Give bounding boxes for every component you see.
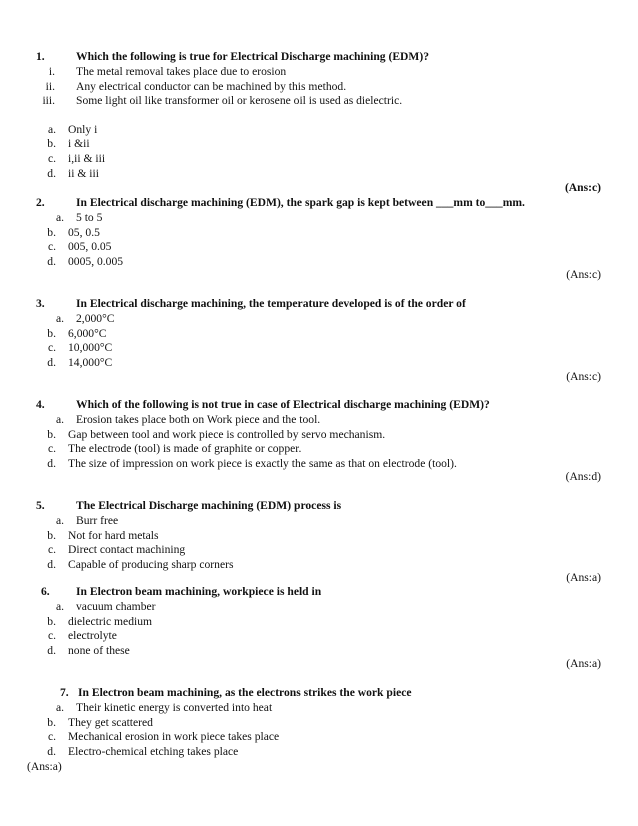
question-number: 1. <box>36 50 45 63</box>
option-item <box>0 327 638 342</box>
question-heading <box>0 686 638 701</box>
option-item <box>0 312 638 327</box>
option-item <box>0 558 638 573</box>
question-text: In Electrical discharge machining (EDM), the spark gap is kept between ___mm to___mm. <box>76 196 525 209</box>
option-letter: a. <box>55 211 64 224</box>
option-letter: b. <box>47 715 56 729</box>
option-text: ii & iii <box>68 166 99 180</box>
answer-label: (Ans:c) <box>566 370 601 383</box>
option-item <box>0 543 638 558</box>
option-text: Gap between tool and work piece is controlled by servo mechanism. <box>68 427 386 441</box>
option-letter: c. <box>47 341 56 355</box>
option-text: They get scattered <box>68 715 153 729</box>
option-letter: a. <box>47 122 56 136</box>
statement-text: The metal removal takes place due to erosion <box>76 65 287 78</box>
option-letter: d. <box>47 166 56 180</box>
option-letter: a. <box>55 413 64 426</box>
question-heading <box>0 196 638 211</box>
option-item <box>0 442 638 457</box>
statement-text: Any electrical conductor can be machined by this method. <box>76 79 347 93</box>
option-text: Their kinetic energy is converted into heat <box>76 701 273 714</box>
option-letter: b. <box>47 614 56 628</box>
option-letter: c. <box>47 151 56 165</box>
option-letter: d. <box>47 557 56 571</box>
option-text: 5 to 5 <box>76 211 103 224</box>
option-item <box>0 240 638 255</box>
question-number: 3. <box>36 297 45 310</box>
option-text: Capable of producing sharp corners <box>68 557 234 571</box>
option-item <box>0 529 638 544</box>
option-text: Direct contact machining <box>68 543 186 557</box>
option-text: 14,000°C <box>68 355 113 369</box>
option-letter: d. <box>47 254 56 268</box>
option-text: 0005, 0.005 <box>68 254 124 268</box>
option-text: Mechanical erosion in work piece takes place <box>68 730 280 744</box>
option-letter: d. <box>47 744 56 758</box>
option-item <box>0 167 638 182</box>
option-letter: c. <box>47 730 56 744</box>
option-item <box>0 745 638 760</box>
option-item <box>0 226 638 241</box>
option-text: The size of impression on work piece is exactly the same as that on electrode (tool). <box>68 456 457 470</box>
option-item <box>0 457 638 472</box>
question-number: 5. <box>36 499 45 512</box>
option-letter: c. <box>47 543 56 557</box>
option-item <box>0 629 638 644</box>
question-3 <box>0 297 638 370</box>
answer-label: (Ans:a) <box>27 760 62 773</box>
question-4 <box>0 398 638 471</box>
option-text: Only i <box>68 122 98 136</box>
question-number: 4. <box>36 398 45 411</box>
question-2 <box>0 196 638 269</box>
option-item <box>0 615 638 630</box>
question-heading <box>0 50 638 65</box>
question-number: 2. <box>36 196 45 209</box>
answer-label: (Ans:a) <box>566 657 601 670</box>
option-text: 10,000°C <box>68 341 113 355</box>
option-letter: b. <box>47 137 56 151</box>
option-item <box>0 137 638 152</box>
option-text: none of these <box>68 643 130 657</box>
question-text: In Electron beam machining, as the electrons strikes the work piece <box>78 686 412 699</box>
option-text: electrolyte <box>68 629 117 643</box>
statement-text: Some light oil like transformer oil or kerosene oil is used as dielectric. <box>76 94 403 108</box>
answer-label: (Ans:c) <box>564 181 601 194</box>
option-item <box>0 716 638 731</box>
option-item <box>0 428 638 443</box>
question-text: Which the following is true for Electrical Discharge machining (EDM)? <box>76 50 430 63</box>
option-item <box>0 341 638 356</box>
option-letter: b. <box>47 326 56 340</box>
option-item <box>0 211 638 226</box>
question-heading <box>0 585 638 600</box>
option-letter: d. <box>47 456 56 470</box>
answer-label: (Ans:c) <box>566 268 601 281</box>
option-text: 005, 0.05 <box>68 240 112 254</box>
statement-item <box>0 94 638 109</box>
option-item <box>0 123 638 138</box>
statement-number: iii. <box>42 94 55 108</box>
question-1 <box>0 50 638 181</box>
option-item <box>0 644 638 659</box>
option-text: 6,000°C <box>68 326 107 340</box>
option-letter: b. <box>47 427 56 441</box>
statement-number: ii. <box>45 79 55 93</box>
option-item <box>0 701 638 716</box>
question-heading <box>0 499 638 514</box>
option-letter: a. <box>55 701 64 714</box>
option-text: 05, 0.5 <box>68 225 100 239</box>
option-text: Erosion takes place both on Work piece and the tool. <box>76 413 321 426</box>
option-text: vacuum chamber <box>76 600 156 613</box>
option-letter: c. <box>47 629 56 643</box>
option-text: Burr free <box>76 514 119 527</box>
option-letter: a. <box>55 600 64 613</box>
option-item <box>0 730 638 745</box>
question-7 <box>0 686 638 759</box>
option-text: 2,000°C <box>76 312 115 325</box>
option-letter: a. <box>55 312 64 325</box>
statement-number: i. <box>48 65 55 78</box>
option-letter: d. <box>47 355 56 369</box>
option-text: The electrode (tool) is made of graphite or copper. <box>68 442 302 456</box>
question-heading <box>0 297 638 312</box>
option-item <box>0 356 638 371</box>
option-letter: a. <box>55 514 64 527</box>
statement-item <box>0 65 638 80</box>
option-item <box>0 152 638 167</box>
answer-label: (Ans:a) <box>566 571 601 584</box>
option-item <box>0 413 638 428</box>
question-text: The Electrical Discharge machining (EDM) process is <box>76 499 342 512</box>
question-number: 7. <box>60 686 69 699</box>
option-text: Not for hard metals <box>68 528 159 542</box>
question-heading <box>0 398 638 413</box>
question-text: Which of the following is not true in case of Electrical discharge machining (EDM)? <box>76 398 490 411</box>
question-5 <box>0 499 638 572</box>
answer-label: (Ans:d) <box>565 470 601 483</box>
question-number: 6. <box>41 585 50 598</box>
statement-item <box>0 80 638 95</box>
option-text: Electro-chemical etching takes place <box>68 744 239 758</box>
option-letter: b. <box>47 225 56 239</box>
option-item <box>0 514 638 529</box>
option-text: i,ii & iii <box>68 151 106 165</box>
option-item <box>0 600 638 615</box>
option-item <box>0 255 638 270</box>
question-text: In Electrical discharge machining, the temperature developed is of the order of <box>76 297 466 310</box>
option-letter: d. <box>47 643 56 657</box>
question-6 <box>0 585 638 658</box>
question-text: In Electron beam machining, workpiece is held in <box>76 585 322 598</box>
option-text: dielectric medium <box>68 614 153 628</box>
option-letter: b. <box>47 528 56 542</box>
option-letter: c. <box>47 240 56 254</box>
option-letter: c. <box>47 442 56 456</box>
option-text: i &ii <box>68 137 90 151</box>
